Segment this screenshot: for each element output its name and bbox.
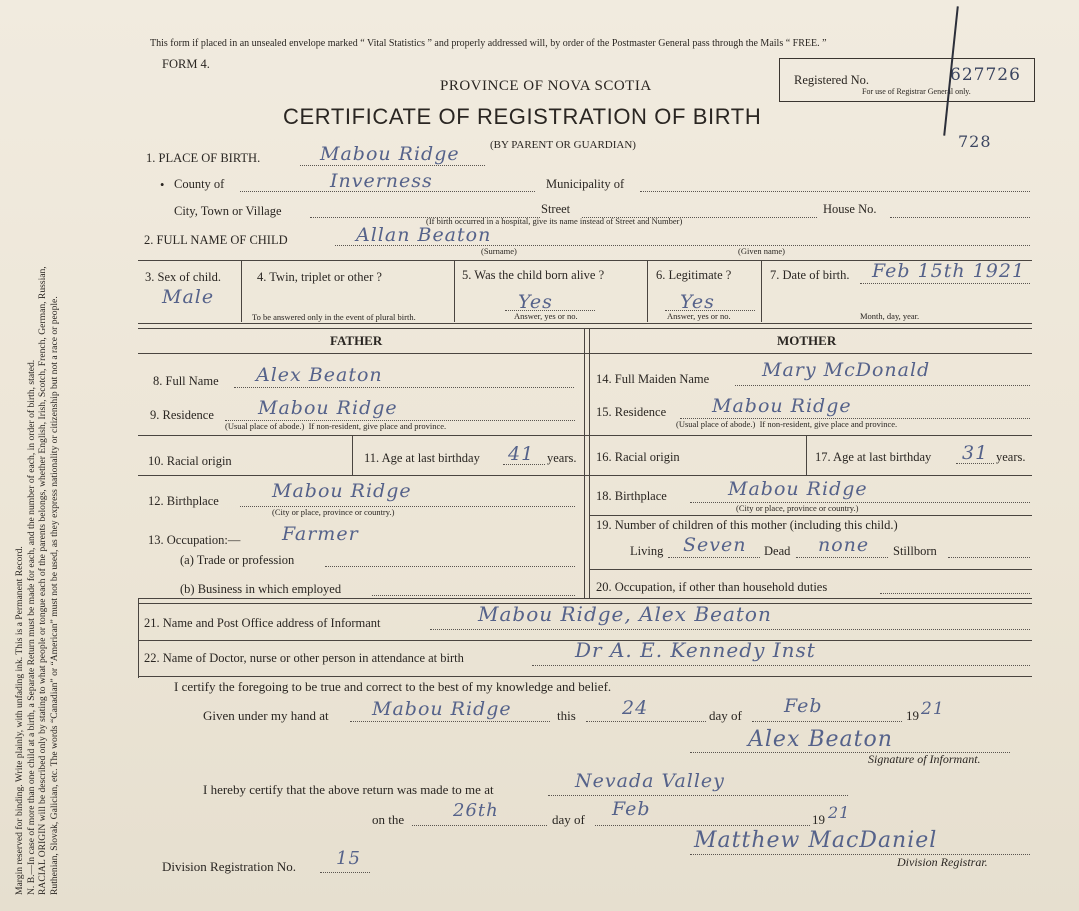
county-label: County of	[174, 177, 225, 191]
on-the-label: on the	[372, 812, 405, 827]
legitimate-label: 6. Legitimate ?	[656, 268, 732, 282]
dead-label: Dead	[764, 544, 791, 558]
living-value: Seven	[683, 534, 747, 556]
division-registration-value: 15	[336, 848, 361, 869]
mailing-notice: This form if placed in an unsealed envelope marked “ Vital Statistics ” and properly addressed will, by order of the Postmaster General pass through the Mails “ FREE. ”	[150, 38, 827, 49]
mother-heading: MOTHER	[777, 333, 837, 348]
informant-day-value: 24	[622, 697, 649, 719]
father-age-value: 41	[508, 443, 535, 465]
document-subtitle: (BY PARENT OR GUARDIAN)	[490, 139, 636, 151]
county-value: Inverness	[330, 170, 433, 192]
registrar-day-of-label: day of	[552, 812, 585, 827]
registered-number: 627726	[950, 65, 1021, 85]
margin-note: Margin reserved for binding. Write plainly, with unfading ink. This is a Permanent Record.	[14, 546, 25, 895]
father-residence-value: Mabou Ridge	[258, 397, 398, 419]
doctor-value: Dr A. E. Kennedy Inst	[575, 638, 816, 662]
mother-name-value: Mary McDonald	[762, 359, 931, 381]
street-label: Street	[541, 202, 571, 216]
informant-value: Mabou Ridge, Alex Beaton	[478, 602, 772, 626]
registered-note: For use of Registrar General only.	[862, 87, 971, 96]
father-years-label: years.	[547, 451, 577, 465]
margin-note: RACIAL ORIGIN will be described only by stating to what people or tongue each of the parents belongs, whether English, Irish, Scotch, French, German, Russian,	[37, 266, 49, 895]
twin-label: 4. Twin, triplet or other ?	[257, 270, 382, 284]
informant-year-value: 21	[921, 699, 945, 719]
informant-label: 21. Name and Post Office address of Informant	[144, 616, 381, 630]
division-registrar-label: Division Registrar.	[897, 855, 988, 869]
father-racial-origin-label: 10. Racial origin	[148, 454, 232, 468]
alive-label: 5. Was the child born alive ?	[462, 268, 605, 282]
margin-notes	[14, 25, 60, 895]
informant-place-value: Mabou Ridge	[372, 698, 512, 720]
mother-residence-label: 15. Residence	[596, 405, 667, 419]
mother-birthplace-label: 18. Birthplace	[596, 489, 667, 503]
surname-caption: (Surname)	[481, 246, 517, 256]
year-prefix: 19	[906, 708, 919, 723]
mother-residence-value: Mabou Ridge	[712, 395, 852, 417]
informant-month-value: Feb	[784, 695, 823, 717]
mother-birthplace-value: Mabou Ridge	[728, 478, 868, 500]
this-label: this	[557, 708, 576, 723]
registrar-year-value: 21	[828, 803, 851, 822]
child-name-label: 2. FULL NAME OF CHILD	[144, 233, 288, 247]
fill-line	[890, 217, 1030, 218]
margin-rule	[138, 598, 139, 678]
province-heading: PROVINCE OF NOVA SCOTIA	[440, 78, 652, 94]
certification-statement: I certify the foregoing to be true and correct to the best of my knowledge and belief.	[174, 679, 612, 694]
registrar-statement: I hereby certify that the above return was made to me at	[203, 782, 494, 797]
father-name-value: Alex Beaton	[256, 364, 383, 386]
trade-label: (a) Trade or profession	[180, 553, 295, 567]
mother-name-label: 14. Full Maiden Name	[596, 372, 710, 386]
business-label: (b) Business in which employed	[180, 582, 342, 596]
sex-label: 3. Sex of child.	[145, 270, 222, 284]
hospital-note: (If birth occurred in a hospital, give its name instead of Street and Number)	[426, 216, 683, 226]
margin-note: Ruthenian, Slovak, Galician, etc. The words “Canadian” or “American” must not be used, as they express nationality or citizenship but not a race or people.	[48, 296, 60, 895]
given-under-label: Given under my hand at	[203, 708, 329, 723]
registrar-place-value: Nevada Valley	[575, 770, 725, 792]
father-occupation-value: Farmer	[282, 523, 359, 545]
father-residence-label: 9. Residence	[150, 408, 214, 422]
sex-value: Male	[162, 286, 215, 308]
father-residence-note-a: (Usual place of abode.)	[225, 421, 305, 431]
father-heading: FATHER	[330, 333, 383, 348]
given-name-caption: (Given name)	[738, 246, 785, 256]
registrar-year-prefix: 19	[812, 812, 825, 827]
father-occupation-label: 13. Occupation:—	[148, 533, 241, 547]
city-label: City, Town or Village	[174, 204, 282, 218]
fill-line	[860, 283, 1030, 284]
twin-note: To be answered only in the event of plural birth.	[252, 312, 416, 322]
fill-line	[240, 191, 535, 192]
document-title: CERTIFICATE OF REGISTRATION OF BIRTH	[283, 104, 762, 129]
registrar-signature: Matthew MacDaniel	[694, 828, 938, 853]
registered-label: Registered No.	[794, 73, 869, 87]
mother-residence-note-b: If non-resident, give place and province.	[759, 419, 898, 429]
municipality-label: Municipality of	[546, 177, 625, 191]
father-residence-note-b: If non-resident, give place and province.	[308, 421, 447, 431]
date-of-birth-value: Feb 15th 1921	[872, 260, 1026, 282]
stillborn-label: Stillborn	[893, 544, 937, 558]
father-birthplace-note: (City or place, province or country.)	[272, 507, 395, 517]
local-number: 728	[958, 132, 992, 151]
mother-age-label: 17. Age at last birthday	[815, 450, 932, 464]
legitimate-value: Yes	[680, 291, 715, 313]
form-number: FORM 4.	[162, 57, 210, 71]
day-of-label: day of	[709, 708, 742, 723]
mother-racial-origin-label: 16. Racial origin	[596, 450, 680, 464]
signature-of-informant-label: Signature of Informant.	[868, 752, 981, 766]
mother-years-label: years.	[996, 450, 1026, 464]
place-of-birth-label: 1. PLACE OF BIRTH.	[146, 151, 261, 165]
dead-value: none	[818, 534, 870, 556]
registrar-day-value: 26th	[453, 800, 499, 821]
living-label: Living	[630, 544, 664, 558]
mother-age-value: 31	[962, 442, 989, 464]
father-name-label: 8. Full Name	[153, 374, 219, 388]
place-of-birth-value: Mabou Ridge	[320, 143, 460, 165]
house-no-label: House No.	[823, 202, 877, 216]
fill-line	[640, 191, 1030, 192]
father-birthplace-value: Mabou Ridge	[272, 480, 412, 502]
registration-box	[779, 58, 1035, 102]
alive-value: Yes	[518, 291, 553, 313]
doctor-label: 22. Name of Doctor, nurse or other person in attendance at birth	[144, 651, 464, 665]
mother-birthplace-note: (City or place, province or country.)	[736, 503, 859, 513]
informant-signature: Alex Beaton	[748, 727, 893, 752]
legitimate-note: Answer, yes or no.	[667, 311, 731, 321]
mother-residence-note-a: (Usual place of abode.)	[676, 419, 756, 429]
father-age-label: 11. Age at last birthday	[364, 451, 480, 465]
fill-line	[335, 245, 1030, 246]
margin-note: N. B.—In case of more than one child at a birth, a Separate Return must be made for each, and the number of each, in order of birth, stated.	[25, 359, 37, 895]
child-name-value: Allan Beaton	[356, 224, 492, 246]
father-birthplace-label: 12. Birthplace	[148, 494, 219, 508]
date-of-birth-label: 7. Date of birth.	[770, 268, 850, 282]
children-count-label: 19. Number of children of this mother (including this child.)	[596, 518, 898, 532]
fill-line	[300, 165, 485, 166]
date-of-birth-note: Month, day, year.	[860, 311, 920, 321]
birth-certificate: Margin reserved for binding. Write plainly, with unfading ink. This is a Permanent Record. N. B.—In case of more than one child at a birth, a Separate Return must be made for each, and the number of each, in order of birth, stated. RACIAL ORIGIN will be described only by stating to what people or tongue each of the parents belongs, whether English, Irish, Scotch, French, German, Russian, Ruthenian, Slovak, Galician, etc. The words “Canadian” or “American” must not be used, as they express nationality or citizenship but not a race or people. This form if placed in an unsealed envelope marked “ Vital Statistics ” and properly addressed will, by order of the Postmaster General pass through the Mails “ FREE. ” FORM 4. PROVINCE OF NOVA SCOTIA CERTIFICATE OF REGISTRATION OF BIRTH (BY PARENT OR GUARDIAN) Registered No. For use of Registrar General only. 627726 728 1. PLACE OF BIRTH. Mabou Ridge • County of Inverness Municipality of City, Town or Village Street House No. (If birth occurred in a hospital, give its name instead of Street and Number) 2. FULL NAME OF CHILD Allan Beaton (Surname) (Given name) 3. Sex of child. Male 4. Twin, triplet or other ? To be answered only in the event of plural birth. 5. Was the child born alive ? Yes Answer, yes or no. 6. Legitimate ? Yes Answer, yes or no. 7. Date of birth. Feb 15th 1921 Month, day, year. FATHER MOTHER 8. Full Name Alex Beaton 14. Full Maiden Name Mary McDonald 9. Residence Mabou Ridge (Usual place of abode.) If non-resident, give place and province. 15. Residence Mabou Ridge (Usual place of abode.) If non-resident, give place and province. 10. Racial origin 11. Age at last birthday 41 years. 16. Racial origin 17. Age at last birthday 31 years. 12. Birthplace Mabou Ridge (City or place, province or country.) 18. Birthplace Mabou Ridge (City or place, province or country.) 13. Occupation:— Farmer (a) Trade or profession (b) Business in which employed 19. Number of children of this mother (including this child.) Living Seven Dead none Stillborn 20. Occupation, if other than household duties 21. Name and Post Office address of Informant Mabou Ridge, Alex Beaton 22. Name of Doctor, nurse or other person in attendance at birth Dr A. E. Kennedy Inst I certify the foregoing to be true and correct to the best of my knowledge and belief. Given under my hand at Mabou Ridge this 24 day of Feb 19 21 Alex Beaton Signature of Informant. I hereby certify that the above return was made to me at Nevada Valley on the 26th day of Feb 19 21 Matthew MacDaniel Division Registrar. Division Registration No. 15	[0, 0, 1079, 911]
mother-occupation-label: 20. Occupation, if other than household duties	[596, 580, 828, 594]
alive-note: Answer, yes or no.	[514, 311, 578, 321]
division-registration-label: Division Registration No.	[162, 859, 296, 874]
registrar-month-value: Feb	[612, 798, 651, 820]
